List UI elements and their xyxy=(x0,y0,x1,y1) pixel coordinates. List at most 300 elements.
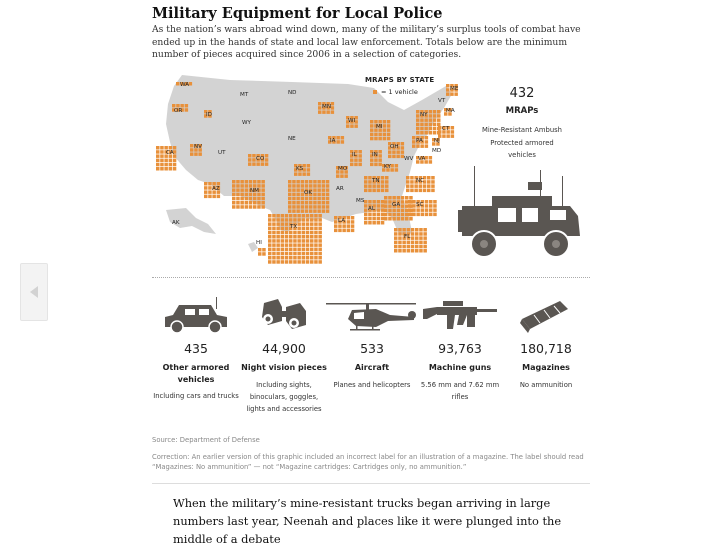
mrap-square-la xyxy=(334,220,338,224)
mrap-square-ga xyxy=(392,196,396,200)
mrap-square-ok xyxy=(288,205,292,209)
mrap-square-tx xyxy=(318,218,322,222)
mrap-square-ok xyxy=(296,209,300,213)
section-divider xyxy=(152,277,590,278)
mrap-square-nc xyxy=(410,176,414,180)
mrap-square-oh xyxy=(388,155,392,159)
category-picture xyxy=(502,285,590,333)
mrap-square-nm xyxy=(261,197,265,201)
mrap-square-tx xyxy=(318,231,322,235)
category-title: Machine guns xyxy=(428,363,492,372)
mrap-square-tx xyxy=(314,231,318,235)
mrap-square-tx xyxy=(276,260,280,264)
mrap-square-az xyxy=(204,182,208,186)
mrap-square-tx xyxy=(285,252,289,256)
mrap-square-sc xyxy=(433,213,437,217)
mrap-square-ok xyxy=(313,205,317,209)
mrap-square-tx xyxy=(318,243,322,247)
mrap-square-nm xyxy=(232,193,236,197)
mrap-square-nm xyxy=(240,193,244,197)
mrap-square-tn xyxy=(385,189,389,193)
mrap-square-tx xyxy=(285,218,289,222)
mrap-square-tx xyxy=(285,235,289,239)
mrap-square-fl xyxy=(415,236,419,240)
mrap-square-la xyxy=(338,224,342,228)
mrap-truck-icon xyxy=(458,166,584,260)
mrap-square-sc xyxy=(433,200,437,204)
state-label-tn: TN xyxy=(372,178,380,184)
mrap-square-sc xyxy=(429,213,433,217)
state-label-nc: NC xyxy=(416,178,425,184)
mrap-square-mi xyxy=(387,124,391,128)
mrap-square-ok xyxy=(309,209,313,213)
mrap-square-tx xyxy=(289,214,293,218)
mrap-square-tx xyxy=(302,248,306,252)
mrap-square-ga xyxy=(397,217,401,221)
mrap-square-tx xyxy=(310,248,314,252)
mrap-square-nc xyxy=(431,184,435,188)
mrap-square-ok xyxy=(296,180,300,184)
mrap-square-pa xyxy=(412,144,416,148)
mrap-square-mi xyxy=(378,137,382,141)
state-label-me: ME xyxy=(450,86,459,92)
mrap-square-il xyxy=(354,163,358,167)
mrap-square-ok xyxy=(292,188,296,192)
mrap-square-ga xyxy=(405,213,409,217)
mrap-square-tx xyxy=(268,214,272,218)
mrap-square-ky xyxy=(390,164,394,168)
mrap-square-mi xyxy=(387,137,391,141)
mrap-square-nc xyxy=(427,180,431,184)
legend-title: MRAPS BY STATE xyxy=(365,76,435,84)
mrap-square-tx xyxy=(272,243,276,247)
mrap-square-tx xyxy=(302,243,306,247)
mrap-square-mo xyxy=(344,174,348,178)
mrap-square-ok xyxy=(317,180,321,184)
mrap-square-az xyxy=(208,182,212,186)
mrap-square-al xyxy=(377,208,381,212)
mrap-square-ok xyxy=(296,193,300,197)
mrap-square-tn xyxy=(381,189,385,193)
mrap-square-az xyxy=(208,195,212,199)
mrap-square-tx xyxy=(302,227,306,231)
category-description: Including sights, binoculars, goggles, lights and accessories xyxy=(246,380,322,413)
legend-square-icon xyxy=(373,90,377,94)
mrap-square-tx xyxy=(310,243,314,247)
mrap-square-tx xyxy=(285,214,289,218)
mrap-square-ok xyxy=(292,180,296,184)
mrap-square-ok xyxy=(288,184,292,188)
mrap-square-in xyxy=(374,158,378,162)
mrap-square-az xyxy=(212,195,216,199)
mrap-square-fl xyxy=(402,241,406,245)
mrap-square-sc xyxy=(425,200,429,204)
mrap-square-fl xyxy=(394,249,398,253)
mrap-square-ny xyxy=(416,127,420,131)
mrap-square-tx xyxy=(289,231,293,235)
mrap-square-in xyxy=(370,163,374,167)
mrap-square-ky xyxy=(390,168,394,172)
mrap-square-tx xyxy=(310,222,314,226)
mrap-square-pa xyxy=(412,136,416,140)
mrap-square-mi xyxy=(378,133,382,137)
mrap-square-sc xyxy=(408,200,412,204)
mrap-square-nm xyxy=(245,180,249,184)
mrap-square-tx xyxy=(318,227,322,231)
mrap-square-nm xyxy=(261,180,265,184)
mrap-square-ia xyxy=(336,136,340,140)
mrap-square-nm xyxy=(253,201,257,205)
mrap-square-ga xyxy=(401,200,405,204)
mrap-square-me xyxy=(454,92,458,96)
mrap-square-ok xyxy=(301,180,305,184)
mrap-square-ok xyxy=(292,197,296,201)
mrap-square-tx xyxy=(318,256,322,260)
mrap-square-ny xyxy=(429,110,433,114)
mrap-square-nm xyxy=(245,201,249,205)
mrap-square-tx xyxy=(314,222,318,226)
mrap-square-tx xyxy=(285,260,289,264)
mrap-square-ny xyxy=(433,127,437,131)
mrap-square-ok xyxy=(326,205,330,209)
mrap-square-ga xyxy=(392,213,396,217)
category-picture xyxy=(416,285,504,333)
mrap-square-ok xyxy=(305,197,309,201)
mrap-square-hi xyxy=(262,252,266,256)
mrap-square-ia xyxy=(341,136,345,140)
mrap-square-tx xyxy=(276,231,280,235)
source-note: Source: Department of Defense xyxy=(152,436,260,444)
mrap-square-ok xyxy=(301,201,305,205)
mrap-square-tx xyxy=(272,218,276,222)
mrap-square-tx xyxy=(268,235,272,239)
mrap-square-mn xyxy=(331,110,335,114)
mrap-square-tn xyxy=(381,176,385,180)
mrap-square-ga xyxy=(392,209,396,213)
category-night-vision xyxy=(240,285,328,415)
mrap-square-ny xyxy=(420,131,424,135)
mrap-square-nm xyxy=(249,201,253,205)
state-label-co: CO xyxy=(256,156,265,162)
state-label-mt: MT xyxy=(240,92,249,98)
mrap-title: MRAPs xyxy=(505,106,539,116)
mrap-square-nm xyxy=(240,201,244,205)
category-title: Night vision pieces xyxy=(241,363,327,372)
category-description: No ammunition xyxy=(519,380,573,389)
mrap-square-tx xyxy=(281,260,285,264)
mrap-square-fl xyxy=(411,236,415,240)
category-other-armored xyxy=(152,285,240,402)
state-label-al: AL xyxy=(368,206,375,212)
mrap-square-tx xyxy=(268,222,272,226)
mrap-square-sc xyxy=(429,208,433,212)
mrap-square-ok xyxy=(301,197,305,201)
mrap-square-nc xyxy=(427,189,431,193)
mrap-square-in xyxy=(378,158,382,162)
mrap-square-ga xyxy=(392,217,396,221)
mrap-square-tx xyxy=(318,252,322,256)
mrap-square-ny xyxy=(424,127,428,131)
mrap-square-pa xyxy=(412,140,416,144)
mrap-square-ca xyxy=(169,146,173,150)
mrap-square-nm xyxy=(253,197,257,201)
mrap-square-ok xyxy=(292,193,296,197)
mrap-square-tn xyxy=(385,176,389,180)
state-label-wy: WY xyxy=(242,120,251,126)
state-label-id: ID xyxy=(206,112,212,118)
mrap-square-nc xyxy=(423,189,427,193)
legend-key xyxy=(373,88,418,96)
mrap-square-al xyxy=(381,208,385,212)
mrap-square-tn xyxy=(385,180,389,184)
mrap-square-tx xyxy=(293,218,297,222)
mrap-square-tn xyxy=(364,176,368,180)
mrap-square-tx xyxy=(285,239,289,243)
mrap-square-la xyxy=(351,229,355,233)
humvee-icon xyxy=(163,297,229,333)
mrap-square-il xyxy=(350,158,354,162)
magazine-icon xyxy=(520,299,572,333)
mrap-square-co xyxy=(265,162,269,166)
mrap-square-ok xyxy=(292,201,296,205)
mrap-square-sc xyxy=(416,208,420,212)
mrap-square-ny xyxy=(429,114,433,118)
mrap-square-fl xyxy=(423,228,427,232)
mrap-square-fl xyxy=(419,232,423,236)
state-label-mo: MO xyxy=(338,166,348,172)
mrap-square-ca xyxy=(160,150,164,154)
mrap-square-tn xyxy=(377,184,381,188)
mrap-square-tx xyxy=(281,231,285,235)
state-label-va: VA xyxy=(418,156,426,162)
mrap-square-ca xyxy=(173,146,177,150)
mrap-square-oh xyxy=(392,150,396,154)
mrap-square-tx xyxy=(289,218,293,222)
mrap-square-ga xyxy=(405,196,409,200)
mrap-square-al xyxy=(381,221,385,225)
mrap-square-ca xyxy=(156,163,160,167)
mrap-square-ny xyxy=(437,118,441,122)
mrap-square-ok xyxy=(296,197,300,201)
mrap-square-mn xyxy=(331,106,335,110)
mrap-square-ok xyxy=(313,209,317,213)
mrap-square-tx xyxy=(306,239,310,243)
mrap-square-ny xyxy=(437,123,441,127)
mrap-square-fl xyxy=(407,228,411,232)
mrap-square-tx xyxy=(297,231,301,235)
state-label-ma: MA xyxy=(446,108,455,114)
mrap-square-tx xyxy=(289,256,293,260)
state-label-ct: CT xyxy=(442,126,450,132)
mrap-square-ok xyxy=(322,201,326,205)
mrap-square-ok xyxy=(305,201,309,205)
chevron-left-icon xyxy=(28,285,40,299)
category-count: 93,763 xyxy=(438,341,482,356)
state-label-ar: AR xyxy=(336,186,344,192)
state-label-la: LA xyxy=(338,218,346,224)
mrap-square-nm xyxy=(236,197,240,201)
mrap-square-tn xyxy=(364,189,368,193)
mrap-square-fl xyxy=(419,236,423,240)
mrap-square-tx xyxy=(306,248,310,252)
mrap-square-nm xyxy=(236,193,240,197)
mrap-square-tx xyxy=(310,252,314,256)
mrap-square-nc xyxy=(414,184,418,188)
mrap-square-pa xyxy=(416,144,420,148)
mrap-square-ny xyxy=(416,114,420,118)
mrap-square-tx xyxy=(302,260,306,264)
mrap-square-nc xyxy=(419,184,423,188)
mrap-square-ga xyxy=(384,209,388,213)
mrap-square-tx xyxy=(314,260,318,264)
mrap-square-mn xyxy=(318,102,322,106)
mrap-square-ok xyxy=(296,188,300,192)
state-label-mn: MN xyxy=(322,104,332,110)
mrap-square-tx xyxy=(318,214,322,218)
mrap-square-oh xyxy=(388,150,392,154)
mrap-square-me xyxy=(450,92,454,96)
mrap-square-ks xyxy=(307,172,311,176)
mrap-square-nm xyxy=(261,188,265,192)
mrap-square-tx xyxy=(297,260,301,264)
mrap-square-tx xyxy=(302,239,306,243)
mrap-square-nc xyxy=(406,176,410,180)
mrap-square-me xyxy=(446,84,450,88)
mrap-square-ok xyxy=(326,193,330,197)
mrap-square-il xyxy=(358,158,362,162)
mrap-square-ga xyxy=(388,217,392,221)
mrap-square-la xyxy=(351,216,355,220)
mrap-square-pa xyxy=(425,144,429,148)
mrap-square-ok xyxy=(288,197,292,201)
article-divider xyxy=(152,483,590,484)
mrap-square-ok xyxy=(305,180,309,184)
mrap-square-mn xyxy=(318,110,322,114)
mrap-square-ny xyxy=(416,131,420,135)
mrap-square-tx xyxy=(272,256,276,260)
mrap-square-ok xyxy=(322,184,326,188)
mrap-square-tx xyxy=(318,222,322,226)
mrap-square-tx xyxy=(281,227,285,231)
mrap-square-tx xyxy=(302,231,306,235)
mrap-square-ok xyxy=(288,209,292,213)
mrap-square-nm xyxy=(261,205,265,209)
mrap-square-tx xyxy=(281,239,285,243)
mrap-square-ky xyxy=(395,164,399,168)
mrap-square-ga xyxy=(388,209,392,213)
mrap-square-ok xyxy=(313,193,317,197)
mrap-square-fl xyxy=(394,232,398,236)
mrap-square-mi xyxy=(383,124,387,128)
mrap-square-co xyxy=(248,158,252,162)
mrap-square-tx xyxy=(281,252,285,256)
mrap-square-tx xyxy=(272,252,276,256)
mrap-square-mo xyxy=(340,174,344,178)
mrap-square-tx xyxy=(285,222,289,226)
mrap-square-tx xyxy=(276,214,280,218)
mrap-square-al xyxy=(381,200,385,204)
mrap-square-hi xyxy=(258,252,262,256)
mrap-square-nm xyxy=(257,205,261,209)
mrap-square-wi xyxy=(350,124,354,128)
mrap-square-ny xyxy=(420,118,424,122)
mrap-square-az xyxy=(217,182,221,186)
mrap-square-nm xyxy=(232,184,236,188)
category-count: 180,718 xyxy=(520,341,572,356)
mrap-square-tx xyxy=(285,231,289,235)
mrap-square-oh xyxy=(392,155,396,159)
mrap-square-ga xyxy=(384,213,388,217)
mrap-square-fl xyxy=(415,241,419,245)
mrap-square-ok xyxy=(322,193,326,197)
mrap-square-ok xyxy=(317,197,321,201)
mrap-square-ct xyxy=(442,134,446,138)
mrap-square-sc xyxy=(425,213,429,217)
mrap-square-in xyxy=(378,163,382,167)
mrap-square-in xyxy=(378,150,382,154)
mrap-square-ok xyxy=(305,184,309,188)
mrap-square-nm xyxy=(236,188,240,192)
mrap-square-ga xyxy=(384,196,388,200)
mrap-square-ca xyxy=(164,159,168,163)
category-title: Magazines xyxy=(522,363,570,372)
category-count: 533 xyxy=(360,341,384,356)
state-label-nm: NM xyxy=(250,188,260,194)
state-label-ok: OK xyxy=(304,190,313,196)
mrap-square-oh xyxy=(401,150,405,154)
category-picture xyxy=(152,285,240,333)
mrap-square-al xyxy=(364,221,368,225)
mrap-square-ga xyxy=(405,217,409,221)
mrap-square-pa xyxy=(420,144,424,148)
category-description: Planes and helicopters xyxy=(333,380,411,389)
state-label-md: MD xyxy=(432,148,442,154)
mrap-square-ny xyxy=(416,118,420,122)
mrap-square-ok xyxy=(296,184,300,188)
mrap-square-nc xyxy=(427,184,431,188)
mrap-square-tx xyxy=(302,214,306,218)
mrap-square-tx xyxy=(285,256,289,260)
mrap-square-fl xyxy=(411,228,415,232)
mrap-square-hi xyxy=(258,248,262,252)
mrap-square-la xyxy=(351,224,355,228)
mrap-square-me xyxy=(446,92,450,96)
category-count: 44,900 xyxy=(262,341,306,356)
mrap-square-la xyxy=(347,216,351,220)
mrap-square-fl xyxy=(415,245,419,249)
mrap-square-ga xyxy=(388,213,392,217)
mrap-square-nm xyxy=(240,184,244,188)
mrap-square-ks xyxy=(307,164,311,168)
mrap-square-ca xyxy=(156,146,160,150)
previous-page-button[interactable] xyxy=(20,263,48,321)
mrap-square-il xyxy=(350,163,354,167)
mrap-square-tx xyxy=(297,235,301,239)
mrap-square-nm xyxy=(236,184,240,188)
mrap-square-tx xyxy=(268,260,272,264)
mrap-square-nv xyxy=(198,152,202,156)
mrap-square-ok xyxy=(292,205,296,209)
mrap-square-ga xyxy=(405,200,409,204)
mrap-square-la xyxy=(338,229,342,233)
mrap-square-or xyxy=(185,108,189,112)
mrap-square-ok xyxy=(292,184,296,188)
mrap-square-wa xyxy=(189,82,193,86)
mrap-square-nm xyxy=(232,188,236,192)
state-label-ga: GA xyxy=(392,202,401,208)
mrap-square-al xyxy=(364,217,368,221)
state-label-fl: FL xyxy=(404,234,411,240)
